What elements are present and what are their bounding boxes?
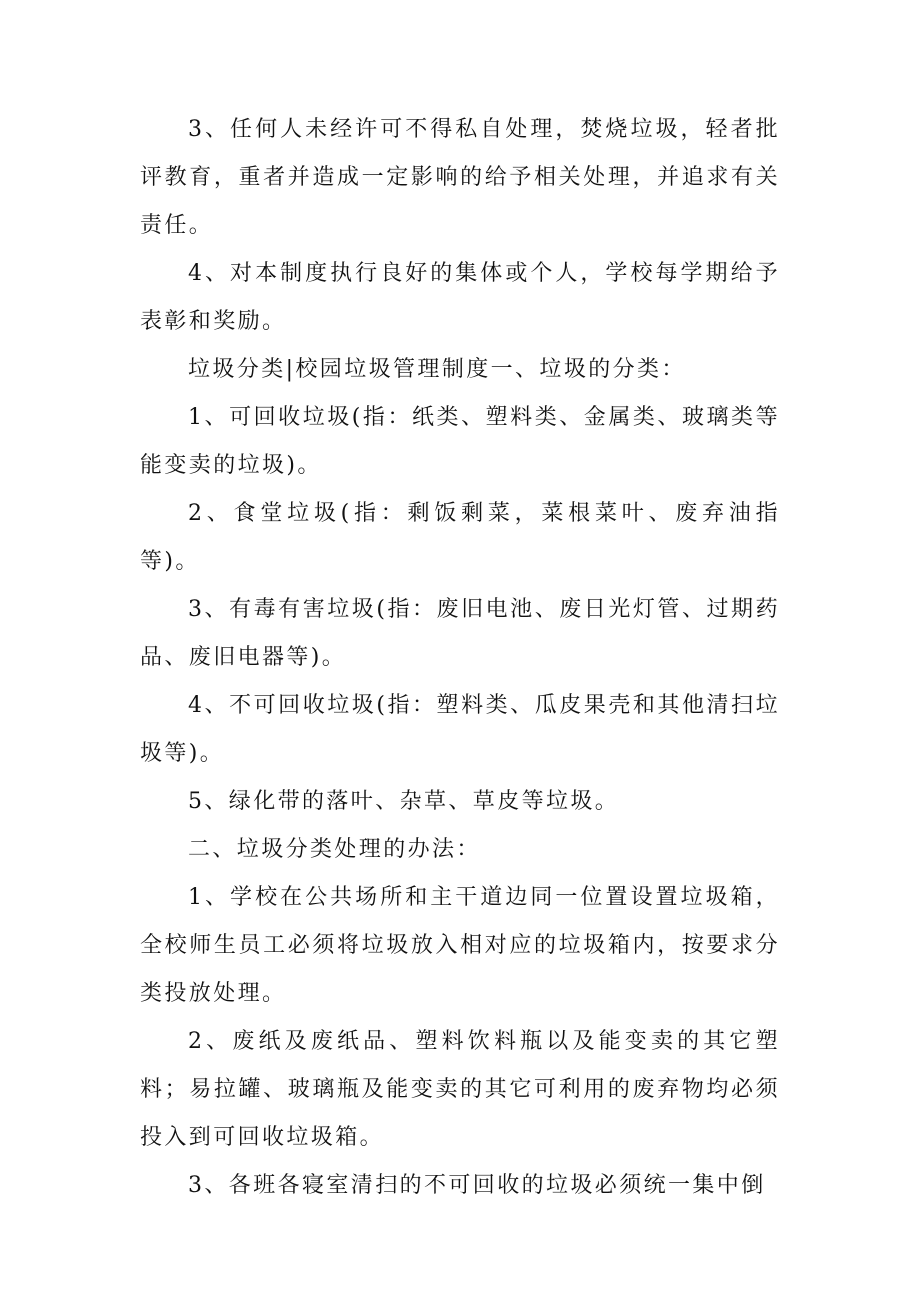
paragraph-dorm-cleaning: 3、各班各寝室清扫的不可回收的垃圾必须统一集中倒: [188, 1173, 766, 1198]
paragraph-penalty: 3、任何人未经许可不得私自处理，焚烧垃圾，轻者批评教育，重者并造成一定影响的给予相关处理，并追求有关责任。: [140, 117, 780, 238]
document-body: [140, 106, 780, 1210]
paragraph-green-waste: 5、绿化带的落叶、杂草、草皮等垃圾。: [188, 789, 620, 814]
paragraph-canteen: 2、食堂垃圾(指：剩饭剩菜，菜根菜叶、废弃油指等)。: [140, 501, 780, 574]
paragraph-hazardous: 3、有毒有害垃圾(指：废旧电池、废日光灯管、过期药品、废旧电器等)。: [140, 597, 780, 670]
section-heading-classification: 垃圾分类|校园垃圾管理制度一、垃圾的分类：: [188, 357, 686, 382]
paragraph-bins: 1、学校在公共场所和主干道边同一位置设置垃圾箱，全校师生员工必须将垃圾放入相对应的垃圾箱内，按要求分类投放处理。: [140, 885, 780, 1006]
paragraph-recycling-items: 2、废纸及废纸品、塑料饮料瓶以及能变卖的其它塑料；易拉罐、玻璃瓶及能变卖的其它可利用的废弃物均必须投入到可回收垃圾箱。: [140, 1029, 780, 1150]
paragraph-recyclable: 1、可回收垃圾(指：纸类、塑料类、金属类、玻璃类等能变卖的垃圾)。: [140, 405, 780, 478]
section-heading-methods: 二、垃圾分类处理的办法：: [188, 837, 481, 862]
paragraph-reward: 4、对本制度执行良好的集体或个人，学校每学期给予表彰和奖励。: [140, 261, 780, 334]
paragraph-non-recyclable: 4、不可回收垃圾(指：塑料类、瓜皮果壳和其他清扫垃圾等)。: [140, 693, 780, 766]
